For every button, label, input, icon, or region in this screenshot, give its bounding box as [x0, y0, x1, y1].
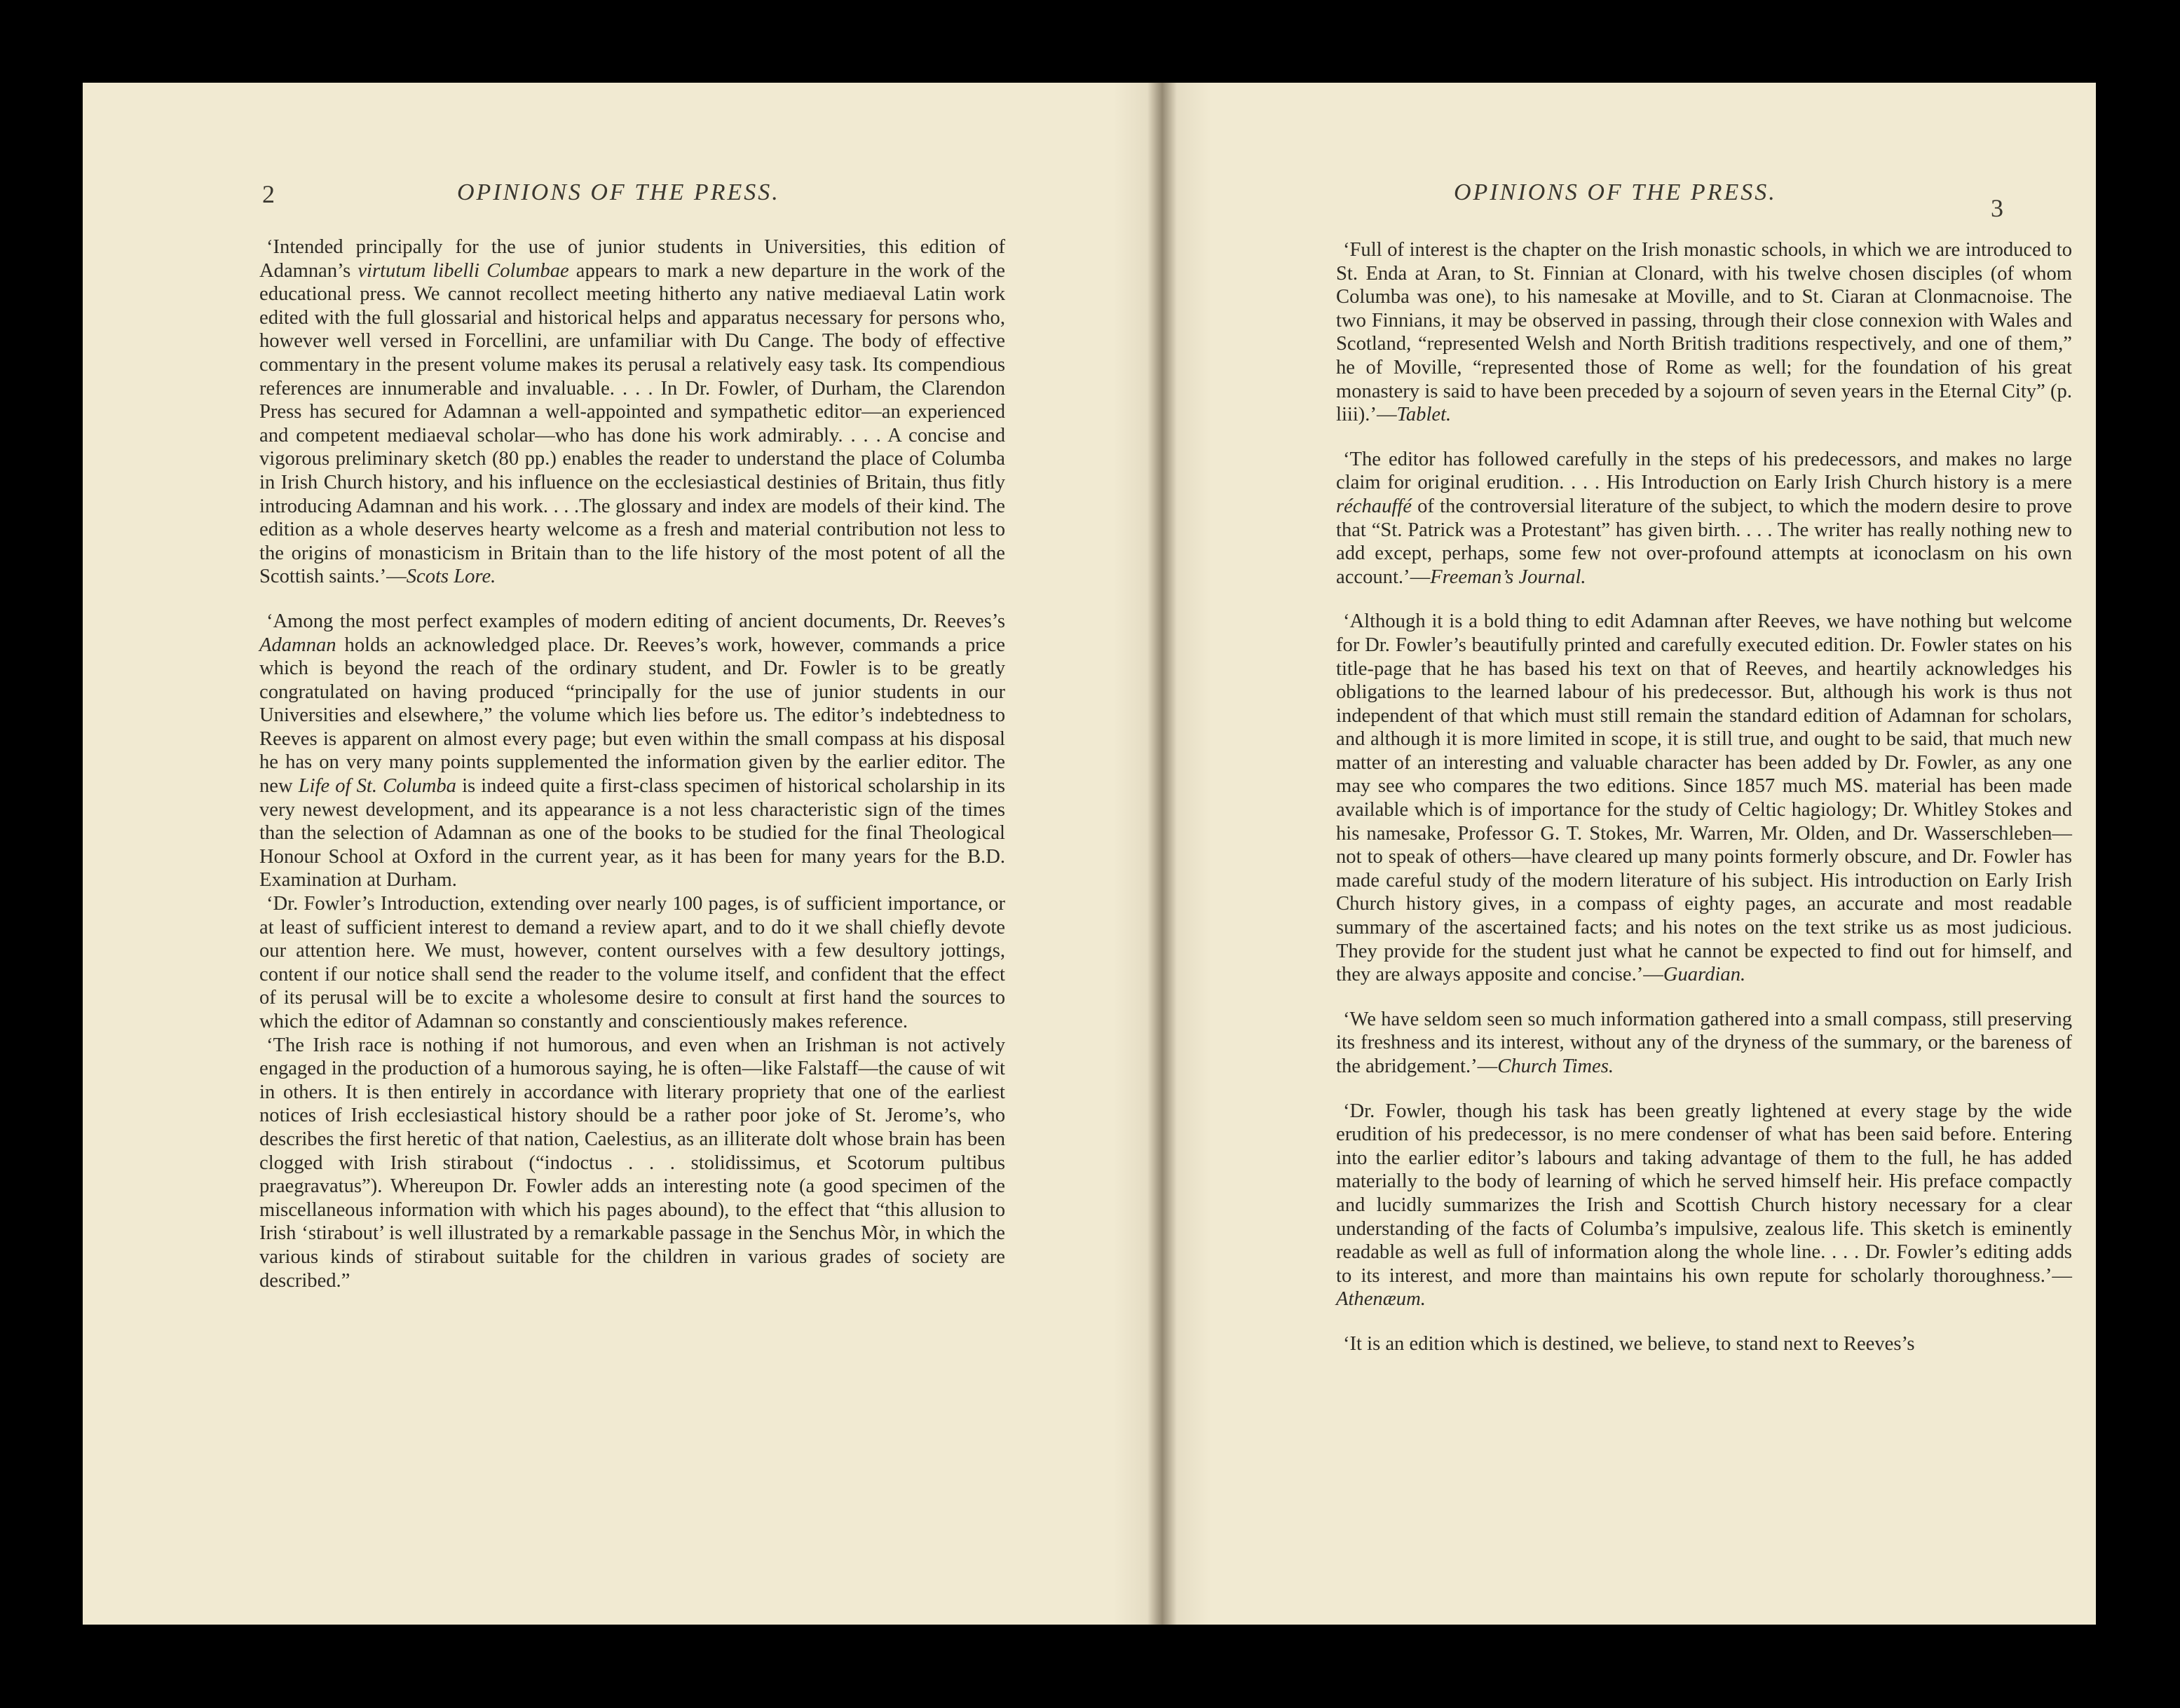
book-title: Adamnan — [259, 634, 336, 656]
running-head: OPINIONS OF THE PRESS. — [457, 179, 780, 205]
review-paragraph — [1336, 1332, 2072, 1356]
page-number: 2 — [262, 180, 275, 208]
quote-text: ‘Dr. Fowler, though his task has been greatly lightened at every stage by the wide erudition of his predecessor, is no mere condenser of what has been said before. Entering into the earlier editor’s labours and taking advantage of them to the full, he has added materially to the body of learning of which he served himself heir. His preface compactly and lucidly summarizes the Irish and Scottish Church history necessary for a clear understanding of the facts of Columba’s impulsive, zealous life. This sketch is eminently readable as well as full of information along the whole line. . . . Dr. Fowler’s editing adds to its interest, and more than maintains his own repute for scholarly thoroughness.’— — [1336, 1100, 2072, 1287]
quote-text: ‘We have seldom seen so much information gathered into a small compass, still preserving its freshness and its interest, without any of the dryness of the summary, or the bareness of the abridgement.’— — [1336, 1008, 2072, 1077]
book-gutter — [1113, 83, 1211, 1625]
quote-text: ‘The editor has followed carefully in the steps of his predecessors, and makes no large claim for original erudition. . . . His Introduction on Early Irish Church history is a mere — [1336, 448, 2072, 494]
review-source: Church Times. — [1497, 1055, 1614, 1077]
review-source: Guardian. — [1663, 964, 1746, 986]
review-source: Freeman’s Journal. — [1430, 566, 1586, 588]
review-paragraph — [259, 1034, 1005, 1293]
quote-text: of the controversial literature of the subject, to which the modern desire to prove that “St. Patrick was a Protestant” has given birth. . . . The writer has really nothing new to add except, perhaps, some few not over-profound attempts at iconoclasm on his own account.’— — [1336, 495, 2072, 588]
review-paragraph — [1336, 238, 2072, 427]
book-spread — [83, 83, 2096, 1625]
text-column — [259, 235, 1005, 1292]
quote-text: ‘Dr. Fowler’s Introduction, extending over nearly 100 pages, is of sufficient importance, or at least of sufficient interest to demand a review apart, and to do it we shall chiefly devote our attention here. We must, however, content ourselves with a few desultory jottings, content if our notice shall send the reader to the volume itself, and confident that the effect of its perusal will be to excite a wholesome desire to consult at first hand the sources to which the editor of Adamnan so constantly and conscientiously makes reference. — [259, 893, 1005, 1032]
quote-text: ‘Among the most perfect examples of modern editing of ancient documents, Dr. Reeves’s — [266, 610, 1005, 632]
review-source: Tablet. — [1396, 404, 1452, 426]
text-column — [1336, 238, 2072, 1356]
review-paragraph — [1336, 1100, 2072, 1311]
review-paragraph — [259, 892, 1005, 1034]
quote-text: ‘Although it is a bold thing to edit Adamnan after Reeves, we have nothing but welcome for Dr. Fowler’s beautifully printed and carefully executed edition. Dr. Fowler states on his title-page that he has based his text on that of Reeves, and heartily acknowledges his obligations to the learned labour of his predecessor. But, although his work is thus not independent of that which must still remain the standard edition of Adamnan for scholars, and although it is more limited in scope, it is still true, and ought to be said, that much new matter of an interesting and valuable character has been added by Dr. Fowler, as any one may see who compares the two editions. Since 1857 much MS. material has been made available which is of importance for the study of Celtic hagiology; Dr. Whitley Stokes and his namesake, Professor G. T. Stokes, Mr. Warren, Mr. Olden, and Dr. Wasserschleben—not to speak of others—have cleared up many points formerly obscure, and Dr. Fowler has made careful study of the modern literature of his subject. His introduction on Early Irish Church history gives, in a compass of eighty pages, an accurate and most readable summary of the ascertained facts; and his notes on the text strike us as most judicious. They provide for the student just what he cannot be expected to find out for himself, and they are always apposite and concise.’— — [1336, 610, 2072, 986]
book-title: Life of St. Columba — [298, 775, 456, 798]
review-paragraph — [1336, 448, 2072, 589]
running-head: OPINIONS OF THE PRESS. — [1454, 179, 1777, 205]
foreign-term: réchauffé — [1336, 495, 1412, 517]
quote-text: ‘Full of interest is the chapter on the Irish monastic schools, in which we are introduced to St. Enda at Aran, to St. Finnian at Clonard, with his twelve chosen disciples (of whom Columba was one), to his namesake at Moville, and to St. Ciaran at Clonmacnoise. The two Finnians, it may be observed in passing, through their close connexion with Wales and Scotland, “represented Welsh and North British traditions respectively, and one of them,” he of Moville, “represented those of Rome as well; for the foundation of his great monastery is said to have been preceded by a sojourn of seven years in the Eternal City” (p. liii).’— — [1336, 239, 2072, 426]
quote-text: is indeed quite a first-class specimen of historical scholarship in its very newest development, and its appearance is a not less characteristic sign of the times than the selection of Adamnan as one of the books to be studied for the final Theological Honour School at Oxford in the current year, as it has been for many years for the B.D. Examination at Durham. — [259, 775, 1005, 891]
review-paragraph — [259, 235, 1005, 589]
review-paragraph — [259, 610, 1005, 892]
quote-text: holds an acknowledged place. Dr. Reeves’s work, however, commands a price which is beyond the reach of the ordinary student, and Dr. Fowler is to be greatly congratulated on having produced “principally for the use of junior students in our Universities and elsewhere,” the volume which lies before us. The editor’s indebtedness to Reeves is apparent on almost every page; but even within the small compass at his disposal he has on very many points supplemented the information given by the earlier editor. The new — [259, 634, 1005, 798]
review-source: Scots Lore. — [406, 566, 496, 588]
review-paragraph — [1336, 610, 2072, 987]
right-page — [1211, 83, 2096, 1625]
quote-text: ‘The Irish race is nothing if not humorous, and even when an Irishman is not actively engaged in the production of a humorous saying, he is often—like Falstaff—the cause of wit in others. It is then entirely in accordance with literary propriety that one of the earliest notices of Irish ecclesiastical history should be a rather poor joke of St. Jerome’s, who describes the first heretic of that nation, Caelestius, as an illiterate dolt whose brain has been clogged with Irish stirabout (“indoctus . . . stolidissimus, et Scotorum pultibus praegravatus”). Whereupon Dr. Fowler adds an interesting note (a good specimen of the miscellaneous information with which his pages abound), to the effect that “this allusion to Irish ‘stirabout’ is well illustrated by a remarkable passage in the Senchus Mòr, in which the various kinds of stirabout suitable for the children in various grades of society are described.” — [259, 1034, 1005, 1292]
review-source: Athenæum. — [1336, 1288, 1426, 1311]
quote-text: ‘It is an edition which is destined, we believe, to stand next to Reeves’s — [1343, 1332, 1915, 1355]
quote-text: ‘Intended principally for the use of junior students in Universities, this edition of Adamnan’s — [259, 236, 1005, 282]
page-number: 3 — [1991, 194, 2003, 222]
review-paragraph — [1336, 1008, 2072, 1079]
book-title: virtutum libelli Columbae — [357, 259, 569, 282]
left-page — [83, 83, 1113, 1625]
quote-text: appears to mark a new departure in the work of the educational press. We cannot recollect meeting hitherto any native mediaeval Latin work edited with the full glossarial and historical helps and apparatus necessary for persons who, however well versed in Forcellini, are unfamiliar with Du Cange. The body of effective commentary in the present volume makes its perusal a relatively easy task. Its compendious references are innumerable and invaluable. . . . In Dr. Fowler, of Durham, the Clarendon Press has secured for Adamnan a well-appointed and sympathetic editor—an experienced and competent mediaeval scholar—who has done his work admirably. . . . A concise and vigorous preliminary sketch (80 pp.) enables the reader to understand the place of Columba in Irish Church history, and his influence on the ecclesiastical destinies of Britain, thus fitly introducing Adamnan and his work. . . .The glossary and index are models of their kind. The edition as a whole deserves hearty welcome as a fresh and material contribution not less to the origins of monasticism in Britain than to the life history of the most potent of all the Scottish saints.’— — [259, 259, 1005, 588]
